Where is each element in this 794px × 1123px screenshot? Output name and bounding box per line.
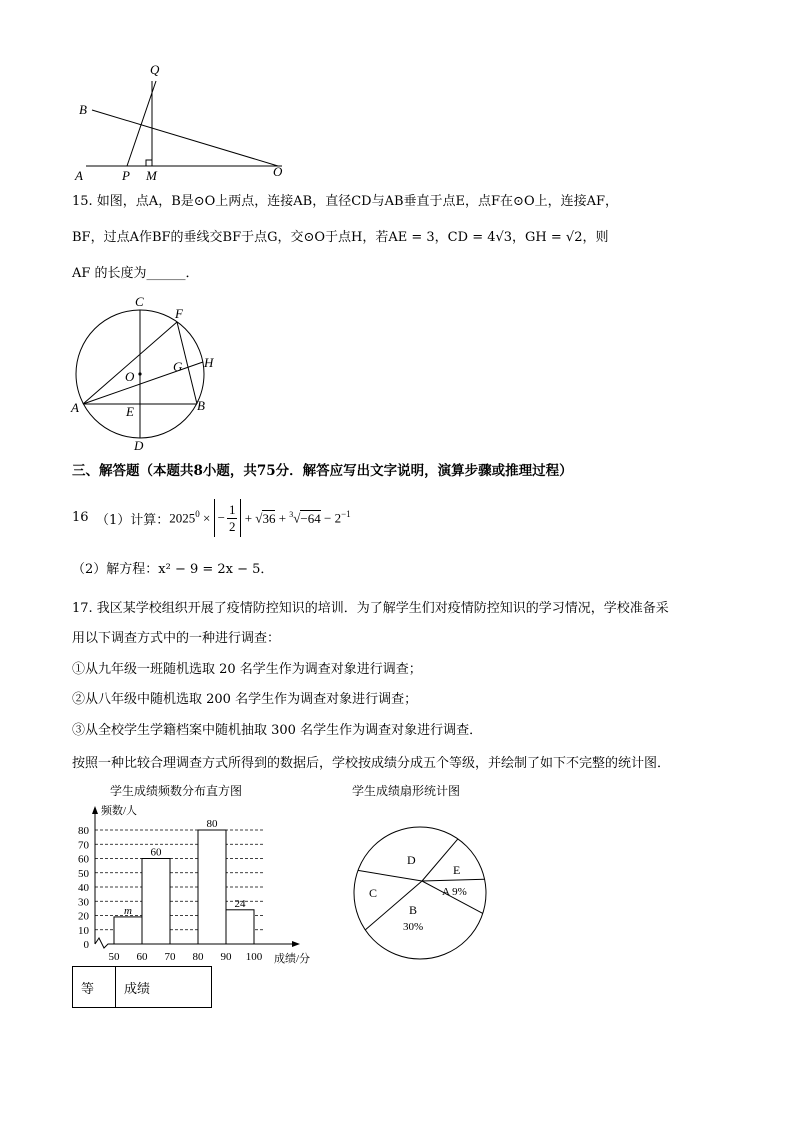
y-tick-label: 0 bbox=[83, 939, 89, 951]
y-tick-label: 20 bbox=[78, 910, 89, 923]
table-col-score: 成绩 bbox=[116, 967, 212, 1008]
q17-line3: 按照一种比较合理调查方式所得到的数据后，学校按成绩分成五个等级，并绘制了如下不完整的统计图． bbox=[72, 756, 671, 771]
q16-num: 16 bbox=[72, 510, 89, 525]
label-P: P bbox=[122, 168, 130, 183]
label-G: G bbox=[173, 359, 183, 374]
y-tick-label: 50 bbox=[78, 867, 89, 880]
slice-label-C: C bbox=[369, 886, 378, 900]
bar-value-label: 60 bbox=[150, 846, 162, 859]
y-tick-label: 40 bbox=[78, 882, 89, 894]
x-tick-label: 100 bbox=[245, 951, 263, 963]
q16-part2: （2）解方程：x² − 9 = 2x − 5． bbox=[72, 562, 274, 577]
y-axis-arrow bbox=[92, 806, 98, 814]
q16-part1-prefix: （1）计算： bbox=[96, 512, 170, 528]
figure-14 bbox=[70, 58, 300, 183]
x-axis-arrow bbox=[292, 941, 300, 947]
q17-opt3: ③从全校学生学籍档案中随机抽取 300 名学生作为调查对象进行调查． bbox=[72, 723, 483, 738]
x-tick-label: 60 bbox=[136, 951, 148, 963]
x-tick-label: 80 bbox=[192, 951, 204, 963]
q17-opt1: ①从九年级一班随机选取 20 名学生作为调查对象进行调查； bbox=[72, 662, 422, 677]
x-tick-label: 70 bbox=[164, 951, 176, 963]
label-A: A bbox=[71, 400, 79, 415]
slice-percent-B: 30% bbox=[403, 921, 424, 933]
pie-chart bbox=[345, 820, 495, 970]
q17-opt2: ②从八年级中随机选取 200 名学生作为调查对象进行调查； bbox=[72, 692, 418, 707]
x-tick-label: 90 bbox=[220, 951, 232, 963]
y-tick-label: 10 bbox=[78, 924, 89, 937]
histogram-bar bbox=[226, 910, 254, 944]
slice-label-D: D bbox=[407, 853, 416, 867]
q15-line2: BF，过点A作BF的垂线交BF于点G，交⊙O于点H，若AE = 3，CD = 4√3，GH = √2，则 bbox=[72, 230, 609, 245]
label-E: E bbox=[126, 404, 134, 419]
q17-line2: 用以下调查方式中的一种进行调查： bbox=[72, 631, 281, 646]
bar-value-label: 24 bbox=[234, 897, 246, 910]
label-M: M bbox=[146, 168, 157, 183]
histogram-bar bbox=[142, 859, 170, 945]
label-F: F bbox=[175, 306, 183, 321]
y-tick-label: 70 bbox=[78, 839, 89, 852]
label-B: B bbox=[79, 102, 87, 117]
label-B: B bbox=[197, 398, 205, 413]
q16-part1: （1）计算： $2025^0$ × − 1 2 + $√36 + ^3√-64 - 2^{-1}$ bbox=[96, 496, 351, 540]
x-axis-label: 成绩/分 bbox=[274, 953, 311, 965]
slice-label-B: B bbox=[409, 903, 418, 917]
slice-label-A: A 9% bbox=[442, 886, 467, 898]
label-A: A bbox=[75, 168, 83, 183]
q15-line3: AF 的长度为______． bbox=[72, 266, 199, 281]
slice-label-E: E bbox=[453, 863, 461, 877]
histogram-title: 学生成绩频数分布直方图 bbox=[110, 784, 243, 798]
bar-value-label: m bbox=[124, 904, 132, 917]
q15-line1: 15. 如图，点A，B是⊙O上两点，连接AB，直径CD与AB垂直于点E，点F在⊙O上，连接AF， bbox=[72, 194, 619, 209]
y-axis-label: 频数/人 bbox=[101, 805, 138, 817]
histogram-chart bbox=[62, 798, 332, 966]
grade-table bbox=[72, 966, 212, 1008]
bar-value-label: 80 bbox=[206, 818, 218, 830]
y-tick-label: 30 bbox=[78, 896, 89, 909]
label-Q: Q bbox=[150, 62, 160, 77]
figure-15 bbox=[65, 292, 235, 452]
table-col-grade: 等 bbox=[73, 967, 116, 1008]
label-O: O bbox=[125, 369, 135, 384]
q17-line1: 17. 我区某学校组织开展了疫情防控知识的培训．为了解学生们对疫情防控知识的学习情况，学校准备采 bbox=[72, 601, 669, 616]
histogram-bar bbox=[114, 917, 142, 944]
x-tick-label: 50 bbox=[108, 951, 120, 963]
section3-title: 三、解答题（本题共8小题，共75分．解答应写出文字说明，演算步骤或推理过程） bbox=[72, 463, 573, 479]
label-O: O bbox=[273, 164, 283, 179]
histogram-bar bbox=[198, 830, 226, 944]
y-tick-label: 80 bbox=[78, 825, 89, 837]
label-D: D bbox=[134, 438, 144, 452]
y-tick-label: 60 bbox=[78, 853, 89, 866]
label-H: H bbox=[204, 355, 214, 370]
pie-title: 学生成绩扇形统计图 bbox=[352, 784, 461, 798]
label-C: C bbox=[135, 294, 144, 309]
